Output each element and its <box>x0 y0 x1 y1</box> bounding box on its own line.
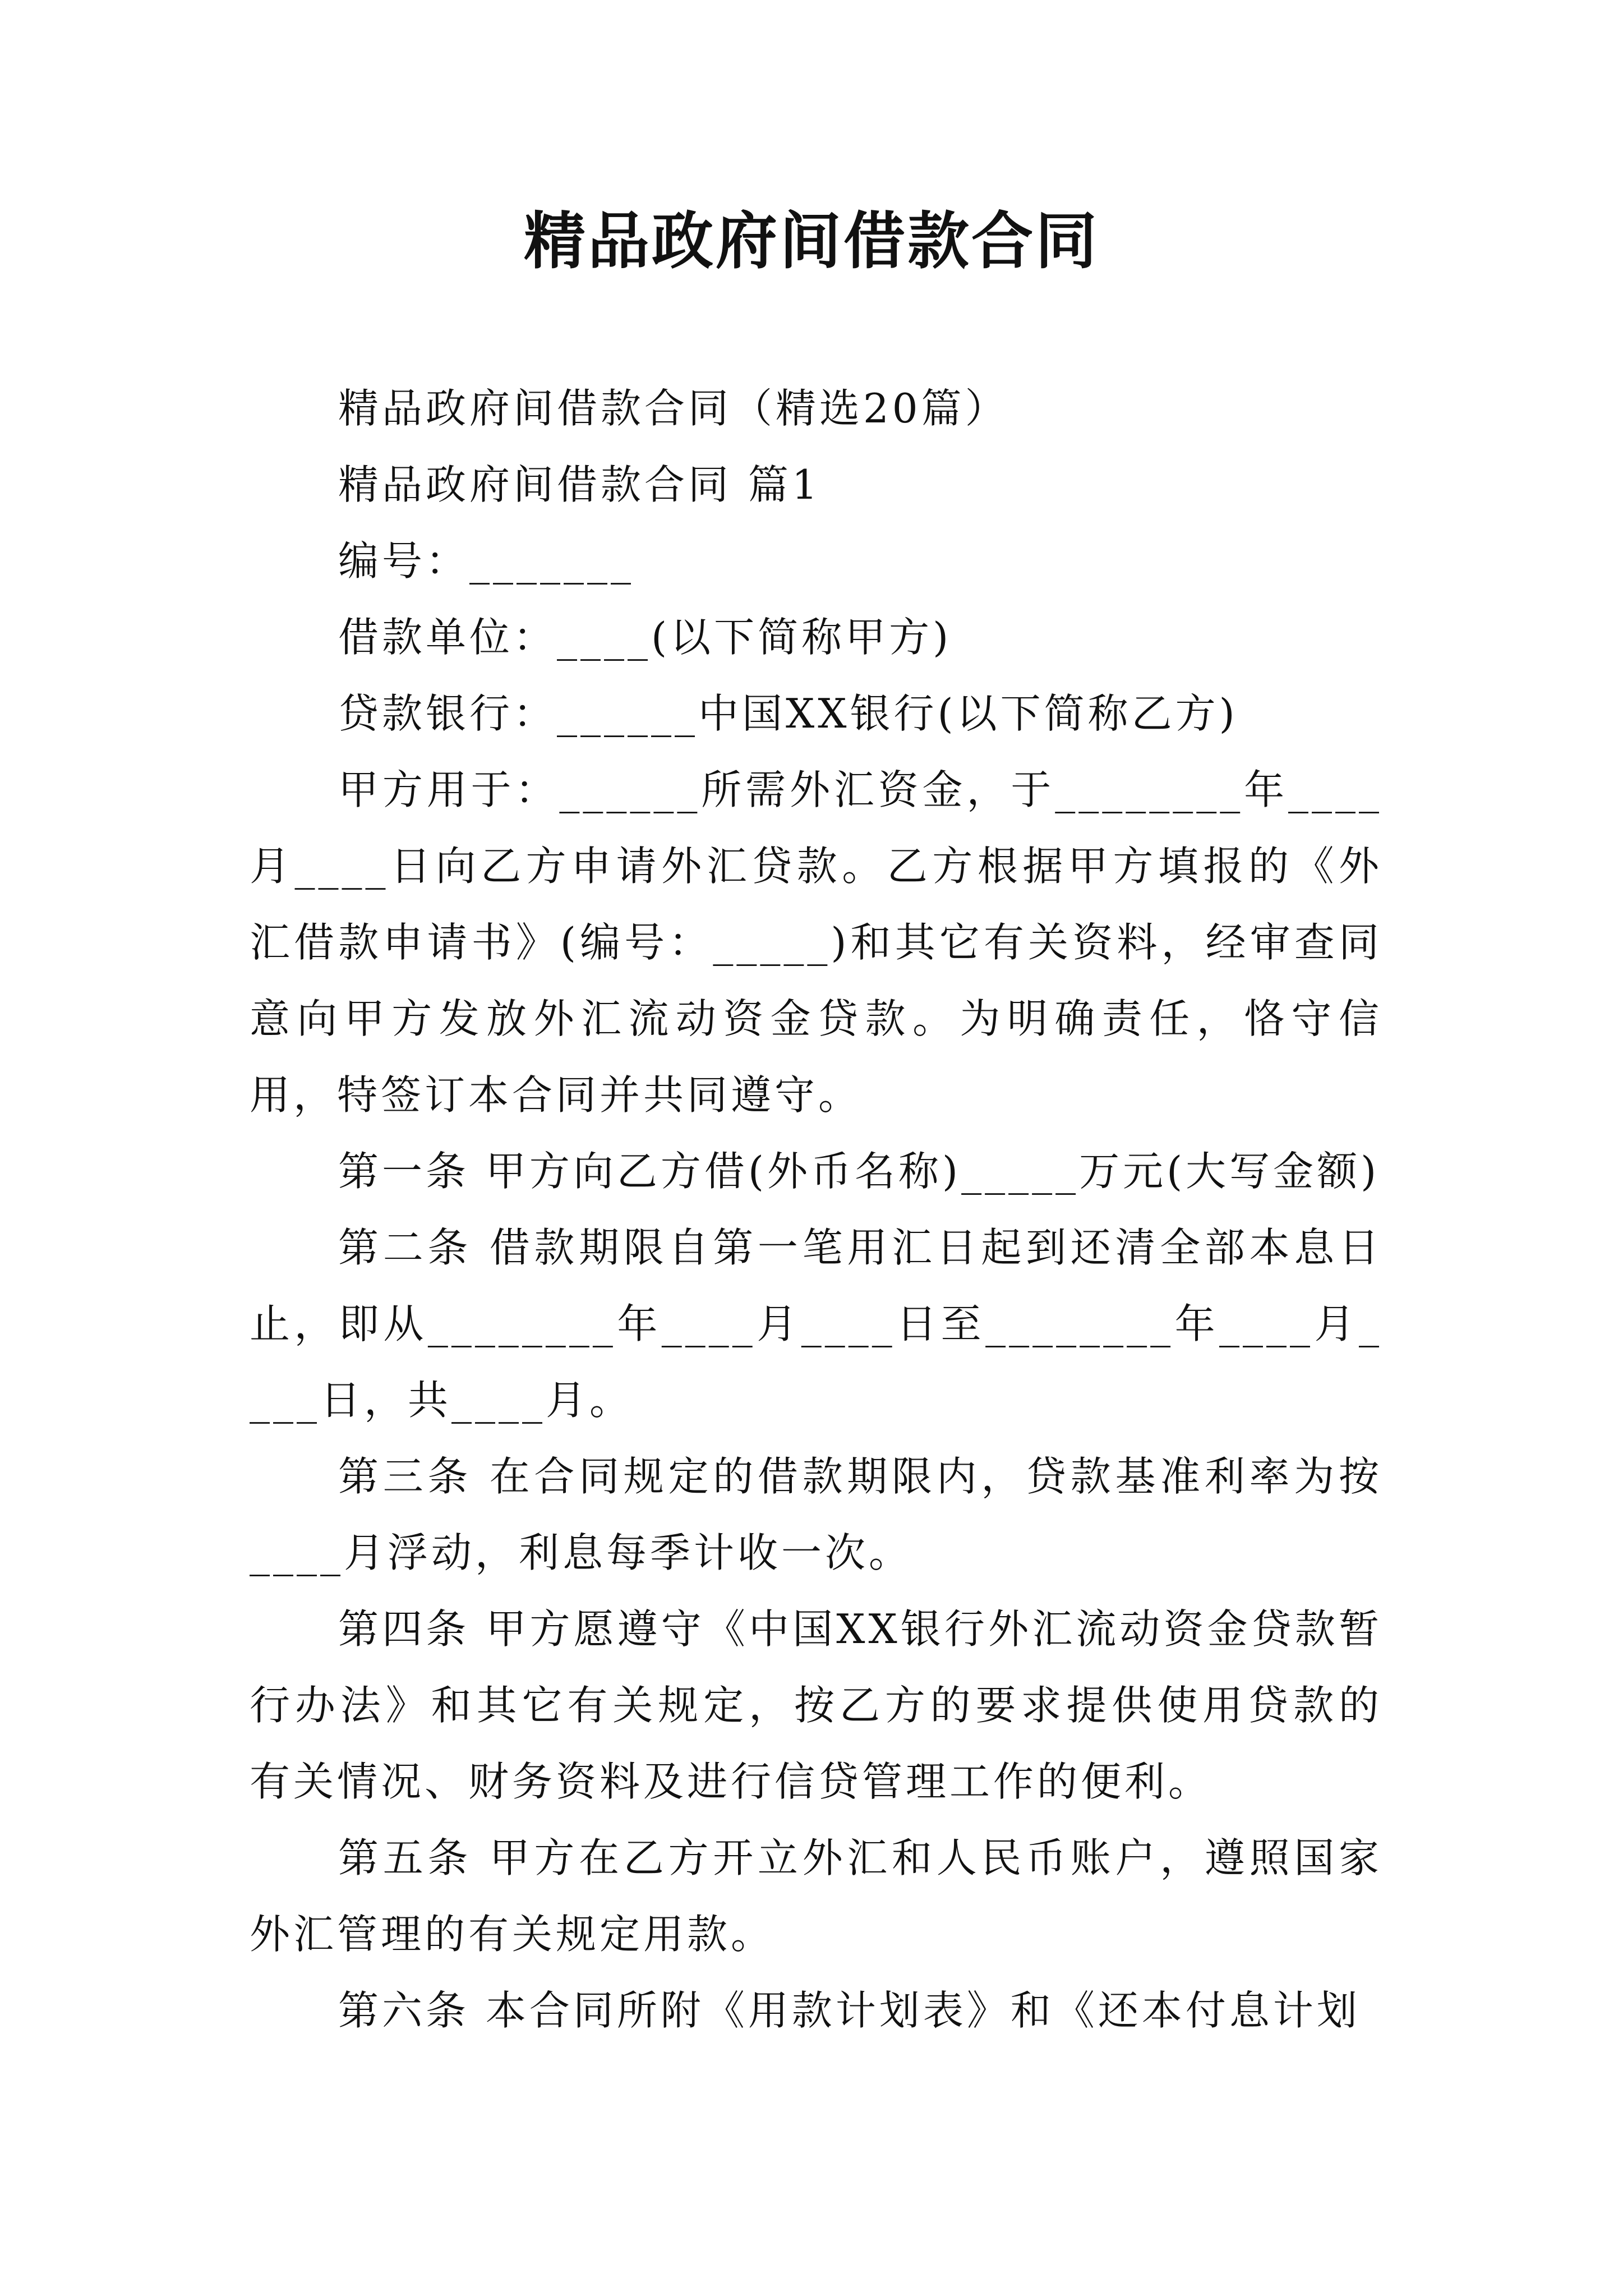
paragraph-article-6: 第六条 本合同所附《用款计划表》和《还本付息计划 <box>338 1987 1361 2034</box>
paragraph-subtitle: 精品政府间借款合同（精选20篇） <box>338 385 1009 432</box>
paragraph-article-4: 第四条 甲方愿遵守《中国XX银行外汇流动资金贷款暂行办法》和其它有关规定，按乙方的要求提供使用贷款的有关情况、财务资料及进行信贷管理工作的便利。 <box>250 1605 1382 1805</box>
document-title: 精品政府间借款合同 <box>524 205 1099 277</box>
paragraph-preamble: 甲方用于：______所需外汇资金，于________年____月____日向乙方申请外汇贷款。乙方根据甲方填报的《外汇借款申请书》(编号：_____)和其它有关资料，经审查同意向甲方发放外汇流动资金贷款。为明确责任，恪守信用，特签订本合同并共同遵守。 <box>250 766 1382 1119</box>
paragraph-part-heading: 精品政府间借款合同 篇1 <box>338 461 821 508</box>
paragraph-article-2: 第二条 借款期限自第一笔用汇日起到还清全部本息日止，即从________年____月____日至________年____月____日，共____月。 <box>250 1224 1382 1424</box>
paragraph-article-1: 第一条 甲方向乙方借(外币名称)_____万元(大写金额) <box>338 1148 1380 1195</box>
paragraph-article-5: 第五条 甲方在乙方开立外汇和人民币账户，遵照国家外汇管理的有关规定用款。 <box>250 1834 1382 1958</box>
document-body <box>250 370 1382 2049</box>
paragraph-article-3: 第三条 在合同规定的借款期限内，贷款基准利率为按____月浮动，利息每季计收一次。 <box>250 1453 1382 1576</box>
paragraph-number: 编号：_______ <box>338 537 635 585</box>
paragraph-lender: 贷款银行：______中国XX银行(以下简称乙方) <box>338 690 1238 737</box>
paragraph-borrower: 借款单位：____(以下简称甲方) <box>338 614 952 661</box>
